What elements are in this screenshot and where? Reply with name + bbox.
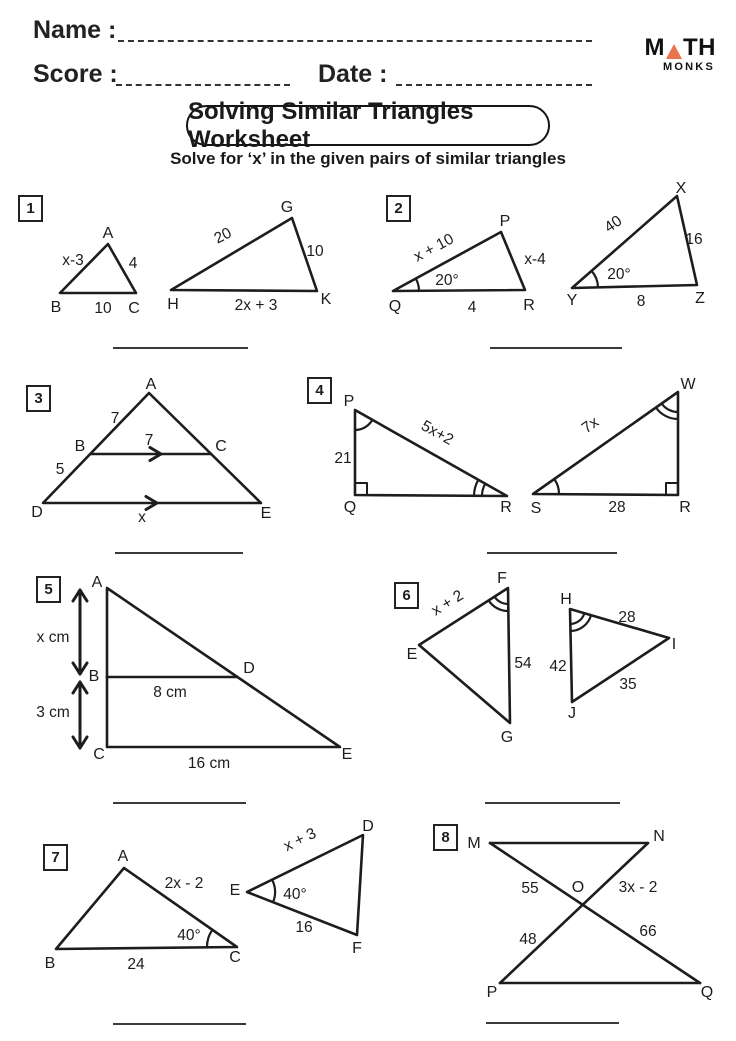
vertex-label-e: E [341,746,353,763]
vertex-label-h: H [560,591,572,608]
problem-5-number: 5 [36,576,61,603]
side-label-ce: 16 cm [187,755,231,772]
vertex-label-b: B [50,299,62,316]
vertex-label-r: R [500,499,512,516]
side-label-bc: 10 [94,300,112,317]
side-label-bd: 8 cm [153,684,187,701]
side-label-qr: 4 [467,299,477,316]
side-label-bc: 7 [144,432,154,449]
side-label-op: 48 [519,931,537,948]
side-label-hi: 28 [618,609,636,626]
problem-6-number: 6 [394,582,419,609]
side-label-bc: 24 [127,956,145,973]
vertex-label-m: M [467,835,481,852]
worksheet-title: Solving Similar Triangles Worksheet [186,105,550,146]
vertex-label-f: F [352,940,362,957]
triangle-ace-outline [107,588,340,747]
vertex-label-p: P [486,984,498,1001]
problem-2-number: 2 [386,195,411,222]
right-angle-mark-q [355,483,367,495]
triangle-pqr-outline [393,232,525,291]
side-label-ac: 4 [128,255,138,272]
vertex-label-z: Z [695,290,705,307]
angle-label-q: 20° [435,272,459,289]
vertex-label-g: G [500,729,514,746]
angle-arc-f-inner [495,597,509,604]
problem-8-number: 8 [433,824,458,851]
vertex-label-c: C [229,949,241,966]
vertex-label-x: X [675,180,687,197]
vertex-label-p: P [343,393,355,410]
vertex-label-e: E [406,646,418,663]
vertex-label-e: E [229,882,241,899]
side-label-ab: x-3 [62,252,84,269]
vertex-label-d: D [243,660,255,677]
angle-arc-r-outer [474,480,478,496]
side-label-on: 3x - 2 [618,879,658,896]
logo-triangle-icon [666,44,682,59]
problem-7-figure [40,815,385,980]
vertex-label-h: H [167,296,179,313]
side-label-hj: 42 [549,658,567,675]
vertex-label-q: Q [700,984,714,1001]
angle-label-y: 20° [607,266,631,283]
answer-line-1[interactable] [113,347,248,349]
vertex-label-i: I [671,636,677,653]
side-label-yx: 40 [601,212,626,237]
vertex-label-a: A [117,848,129,865]
problem-2-figure [385,180,720,320]
problem-4-number: 4 [307,377,332,404]
angle-arc-p [355,420,372,430]
worksheet-subtitle: Solve for ‘x’ in the given pairs of similar triangles [170,149,566,168]
triangle-ghk-outline [171,218,317,291]
vertex-label-d: D [31,504,43,521]
answer-line-6[interactable] [485,802,620,804]
angle-arc-e [272,880,275,903]
vertex-label-b: B [74,438,86,455]
math-monks-logo [630,36,716,73]
problem-7-number: 7 [43,844,68,871]
problem-1-number: 1 [18,195,43,222]
problem-1-figure [45,190,345,322]
side-label-ab: 7 [110,410,120,427]
answer-line-5[interactable] [113,802,246,804]
side-label-gk: 10 [306,243,324,260]
problem-5-figure [30,570,375,780]
side-label-hk: 2x + 3 [234,297,278,314]
answer-line-7[interactable] [113,1023,246,1025]
side-label-mo: 55 [521,880,539,897]
side-label-hg: 20 [211,224,235,248]
side-label-xz: 16 [685,231,703,248]
vertex-label-w: W [680,376,696,393]
angle-arc-s [554,479,559,494]
side-label-de: x [138,509,146,526]
vertex-label-q: Q [388,298,402,315]
vertex-label-s: S [530,500,542,517]
answer-line-3[interactable] [115,552,243,554]
side-label-ef: 16 [295,919,313,936]
answer-line-2[interactable] [490,347,622,349]
score-label: Score : [33,60,118,88]
side-label-yz: 8 [636,293,646,310]
vertex-label-a: A [145,376,157,393]
answer-line-8[interactable] [486,1022,619,1024]
side-label-pr: x-4 [524,251,546,268]
vertex-label-c: C [128,300,140,317]
side-label-pr: 5x+2 [418,417,457,449]
vertex-label-b: B [44,955,56,972]
dim-label-bc: 3 cm [36,704,70,721]
side-label-fg: 54 [514,655,532,672]
problem-3-number: 3 [26,385,51,412]
side-label-qp: x + 10 [411,230,457,266]
angle-arc-h-inner [570,613,584,624]
vertex-label-c: C [93,746,105,763]
right-angle-mark-r2 [666,483,678,495]
vertex-label-o: O [571,879,585,896]
vertex-label-k: K [320,291,332,308]
side-label-bd: 5 [55,461,65,478]
angle-arc-c [207,930,212,948]
answer-line-4[interactable] [487,552,617,554]
angle-arc-r-inner [482,484,485,496]
vertex-label-a: A [91,574,103,591]
vertex-label-d: D [362,818,374,835]
logo-word-math [645,36,717,60]
logo-th: TH [683,34,716,61]
angle-label-c: 40° [177,927,201,944]
problem-4-figure [305,375,705,523]
side-label-ed: x + 3 [281,824,320,856]
problem-8-figure [455,820,730,1010]
side-label-ji: 35 [619,676,637,693]
vertex-label-p: P [499,213,511,230]
vertex-label-q: Q [343,499,357,516]
date-fill-line[interactable] [396,84,592,86]
side-label-sr: 28 [608,499,626,516]
side-label-ac: 2x - 2 [164,875,204,892]
side-label-sw: 7x [578,413,603,437]
name-fill-line[interactable] [118,40,592,42]
vertex-label-a: A [102,225,114,242]
side-label-pq: 21 [334,450,352,467]
angle-arc-y [592,271,598,288]
triangle-xyz-outline [572,196,697,288]
vertex-label-r2: R [679,499,691,516]
date-label: Date : [318,60,388,88]
name-label: Name : [33,16,117,44]
vertex-label-f: F [497,570,507,587]
vertex-label-e: E [260,505,272,522]
vertex-label-r: R [523,297,535,314]
side-label-oq: 66 [639,923,657,940]
problem-3-figure [25,378,285,528]
vertex-label-c: C [215,438,227,455]
logo-m: M [644,34,665,61]
angle-arc-w-inner [662,404,678,413]
angle-arc-q [416,279,419,292]
side-label-ef: x + 2 [428,586,467,620]
vertex-label-y: Y [566,292,578,309]
vertex-label-g: G [280,199,294,216]
angle-label-e: 40° [283,886,307,903]
problem-6-figure [390,570,690,755]
logo-word-monks: MONKS [663,61,715,73]
vertex-label-b: B [88,668,100,685]
dim-label-ab: x cm [36,629,70,646]
vertex-label-n: N [653,828,665,845]
vertex-label-j: J [568,705,576,722]
score-fill-line[interactable] [116,84,290,86]
